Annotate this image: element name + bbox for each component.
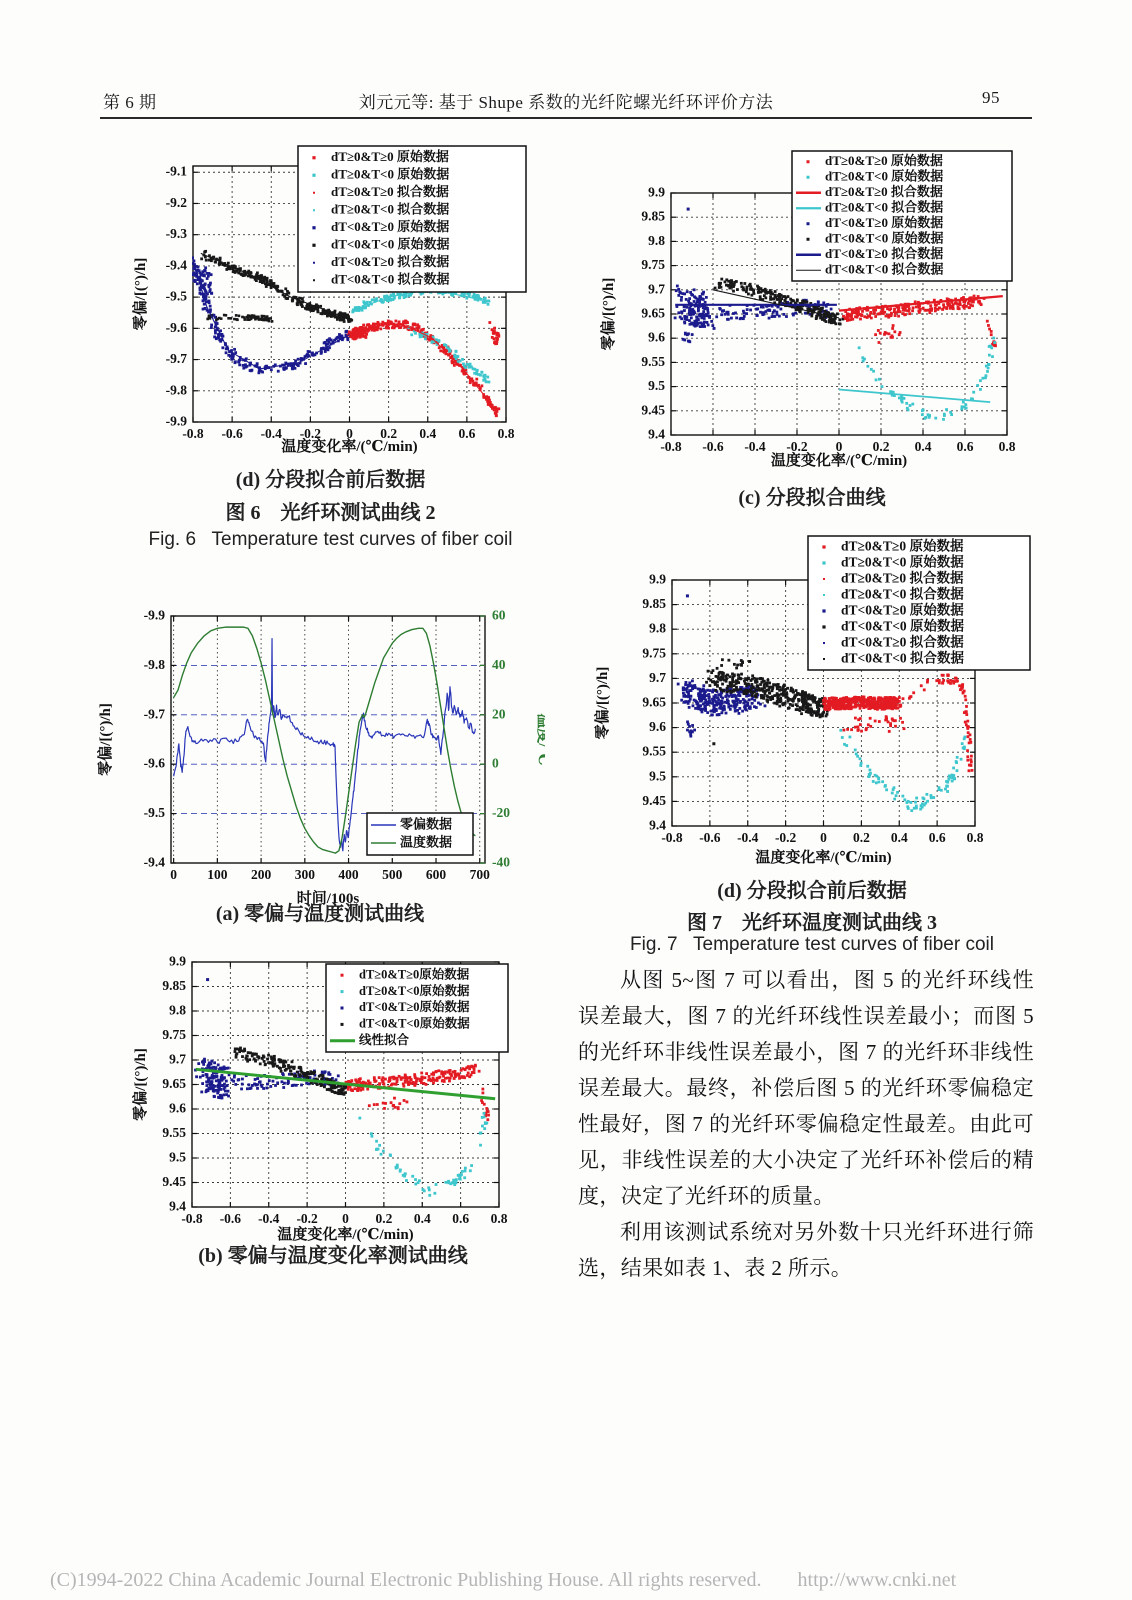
header-running-title: 刘元元等: 基于 Shupe 系数的光纤陀螺光纤环评价方法 <box>358 93 774 112</box>
header-rule <box>100 117 1032 119</box>
fig7-subcaption-b: (b) 零偏与温度变化率测试曲线 <box>198 1245 468 1267</box>
footer <box>30 1546 1110 1600</box>
fig6-subcaption-d: (d) 分段拟合前后数据 <box>235 469 426 491</box>
fig7-caption-en: Fig. 7 Temperature test curves of fiber coil <box>630 934 994 955</box>
fig7-subfig-a-chart <box>95 578 545 910</box>
header-page-number: 95 <box>982 88 1000 107</box>
fig6-subfig-d-chart <box>130 140 530 458</box>
fig7-subcaption-c: (c) 分段拟合曲线 <box>738 487 886 509</box>
fig6-caption-zh: 图 6 光纤环测试曲线 2 <box>225 502 436 524</box>
footer-url: http://www.cnki.net <box>797 1569 957 1591</box>
fig7-subfig-d-chart <box>592 524 1032 869</box>
fig7-subfig-b-chart <box>130 936 535 1246</box>
body-text-column <box>578 962 1034 1286</box>
body-paragraph-2: 利用该测试系统对另外数十只光纤环进行筛选，结果如表 1、表 2 所示。 <box>578 1220 1034 1280</box>
fig7-subcaption-d: (d) 分段拟合前后数据 <box>717 880 907 902</box>
fig7-caption-zh: 图 7 光纤环温度测试曲线 3 <box>687 912 937 934</box>
fig7-subfig-c-chart <box>598 136 1026 472</box>
footer-copyright: (C)1994-2022 China Academic Journal Electronic Publishing House. All rights reserved. <box>50 1569 762 1591</box>
fig7-subcaption-a: (a) 零偏与温度测试曲线 <box>215 903 425 925</box>
header-issue: 第 6 期 <box>103 93 157 112</box>
body-paragraph-1: 从图 5~图 7 可以看出，图 5 的光纤环线性误差最大，图 7 的光纤环线性误差最小；而图 5 的光纤环非线性误差最小，图 7 的光纤环非线性误差最大。最终，补偿后图 5 的光纤环零偏稳定性最好，图 7 的光纤环零偏稳定性最差。由此可见，非线性误差的大小决定了光纤环补偿后的精度，决定了光纤环的质量。 <box>578 968 1034 1208</box>
fig6-caption-en: Fig. 6 Temperature test curves of fiber coil <box>148 529 513 550</box>
